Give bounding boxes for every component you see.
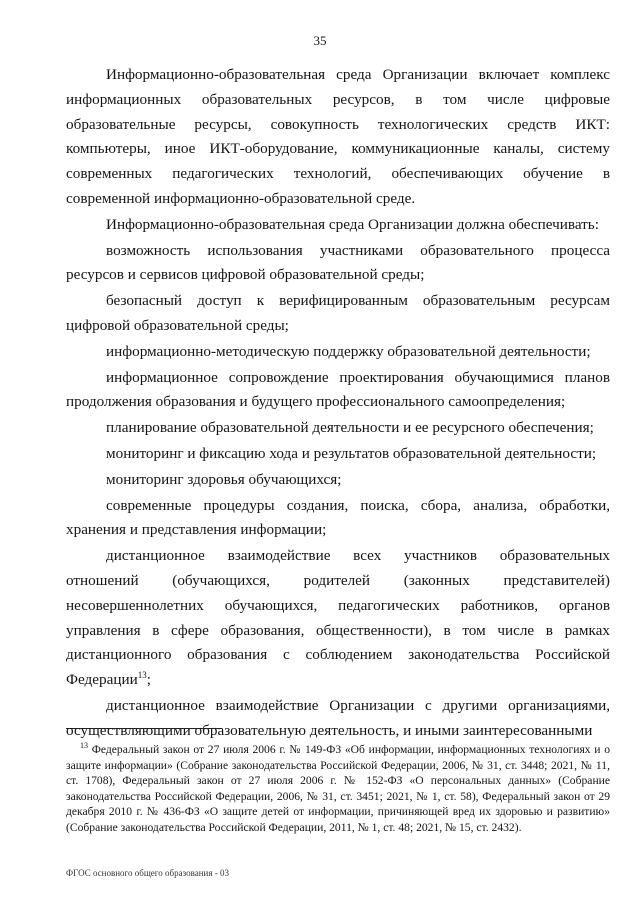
footnote-separator <box>66 728 222 729</box>
list-item-activity-planning: планирование образовательной деятельности и ее ресурсного обеспечения; <box>106 419 594 437</box>
list-item-information-procedures: современные процедуры создания, поиска, сбора, анализа, обработки, хранения и представления информации; <box>66 496 610 539</box>
list-item-career-planning: информационное сопровождение проектирования обучающимися планов продолжения образования и будущего профессионального самоопределения; <box>66 368 610 411</box>
list-item-health-monitoring: мониторинг здоровья обучающихся; <box>106 470 342 488</box>
page-number: 35 <box>313 33 327 48</box>
footnote <box>66 742 610 836</box>
list-item-resource-access: возможность использования участниками образовательного процесса ресурсов и сервисов цифровой образовательной среды; <box>66 241 610 284</box>
list-item-methodical-support: информационно-методическую поддержку образовательной деятельности; <box>106 342 591 360</box>
list-item-remote-interaction-participants <box>66 544 610 693</box>
list-item-monitoring-results: мониторинг и фиксацию хода и результатов образовательной деятельности; <box>106 444 597 462</box>
list-item-secure-access: безопасный доступ к верифицированным образовательным ресурсам цифровой образовательной среды; <box>66 292 610 334</box>
paragraph-ies-must-provide: Информационно-образовательная среда Организации должна обеспечивать: <box>106 215 599 233</box>
paragraph-ies-composition: Информационно-образовательная среда Организации включает комплекс информационных образовательных ресурсов, в том числе цифровые образовательные ресурсы, совокупность технологических средств ИКТ: компьютеры, иное ИКТ-оборудование, коммуникационные каналы, систему современных педагогических технологий, обеспечивающих обучение в современной информационно-образовательной среде. <box>66 66 610 207</box>
remote-interaction-text: дистанционное взаимодействие всех участников образовательных отношений (обучающихся, родителей (законных представителей) несовершеннолетних обучающихся, педагогических работников, органов управления в сфере образования, общественности), в том числе в рамках дистанционного образования с соблюдением законодательства Российской Федерации <box>66 547 610 689</box>
footnote-text: Федеральный закон от 27 июля 2006 г. № 149-ФЗ «Об информации, информационных технологиях и о защите информации» (Собрание законодательства Российской Федерации, 2006, № 31, ст. 3448; 2021, № 11, ст. 1708), Федеральный закон от 27 июля 2006 г. № 152-ФЗ «О персональных данных» (Собрание законодательства Российской Федерации, 2006, № 31, ст. 3451; 2021, № 1, ст. 58), Федеральный закон от 29 декабря 2010 г. № 436-ФЗ «О защите детей от информации, причиняющей вред их здоровью и развитию» (Собрание законодательства Российской Федерации, 2011, № 1, ст. 48; 2021, № 15, ст. 2432). <box>66 743 610 834</box>
body-text <box>66 63 610 744</box>
footnote-reference[interactable]: 13 <box>137 670 147 681</box>
list-item-remote-interaction-organizations: дистанционное взаимодействие Организации с другими организациями, осуществляющими образовательную деятельность, и иными заинтересованными <box>66 696 610 739</box>
list-item-terminator: ; <box>146 671 151 689</box>
footnote-marker: 13 <box>80 741 88 751</box>
document-footer: ФГОС основного общего образования - 03 <box>66 868 229 878</box>
